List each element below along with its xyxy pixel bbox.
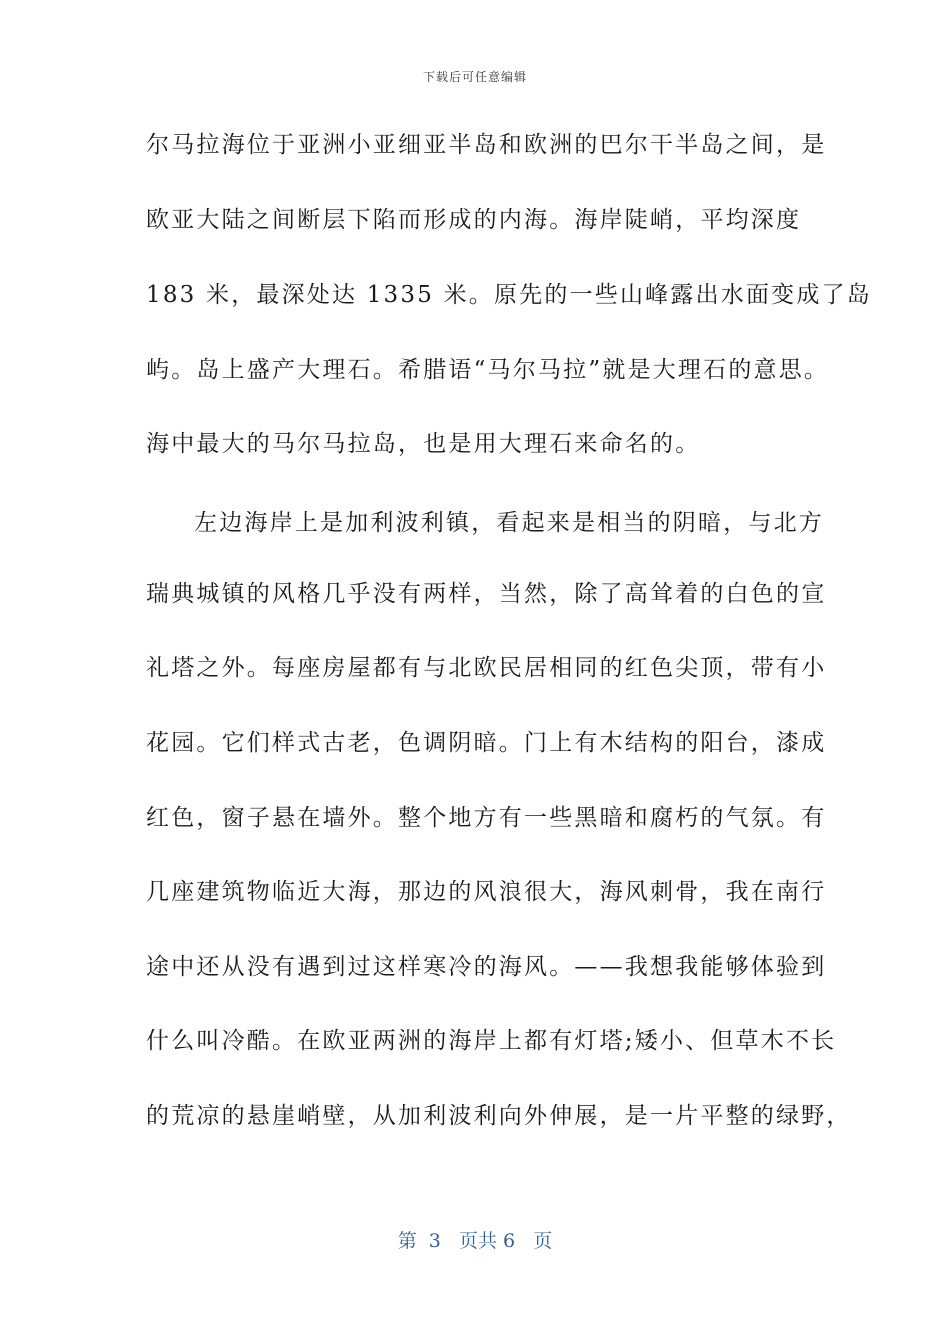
text-line: 途中还从没有遇到过这样寒冷的海风。——我想我能够体验到 (146, 954, 827, 980)
page-header: 下载后可任意编辑 (422, 70, 527, 84)
text-line: 瑞典城镇的风格几乎没有两样，当然，除了高耸着的白色的宣 (146, 581, 827, 607)
text-line: 礼塔之外。每座房屋都有与北欧民居相同的红色尖顶，带有小 (146, 655, 827, 681)
text-line: 几座建筑物临近大海，那边的风浪很大，海风刺骨，我在南行 (146, 879, 827, 905)
page-number-footer: 第 3 页共 6 页 (397, 1230, 553, 1252)
text-line: 183 米，最深处达 1335 米。原先的一些山峰露出水面变成了岛 (146, 282, 872, 308)
text-line: 屿。岛上盛产大理石。希腊语“马尔马拉”就是大理石的意思。 (146, 357, 830, 383)
text-line: 什么叫冷酷。在欧亚两洲的海岸上都有灯塔;矮小、但草木不长 (146, 1028, 837, 1054)
text-line: 花园。它们样式古老，色调阴暗。门上有木结构的阳台，漆成 (146, 730, 827, 756)
text-line: 的荒凉的悬崖峭壁，从加利波利向外伸展，是一片平整的绿野， (146, 1103, 852, 1129)
text-line-indented: 左边海岸上是加利波利镇，看起来是相当的阴暗，与北方 (194, 510, 824, 536)
text-line: 尔马拉海位于亚洲小亚细亚半岛和欧洲的巴尔干半岛之间，是 (146, 132, 827, 158)
text-line: 欧亚大陆之间断层下陷而形成的内海。海岸陡峭，平均深度 (146, 207, 802, 233)
text-line: 海中最大的马尔马拉岛，也是用大理石来命名的。 (146, 431, 701, 457)
text-line: 红色，窗子悬在墙外。整个地方有一些黑暗和腐朽的气氛。有 (146, 805, 827, 831)
